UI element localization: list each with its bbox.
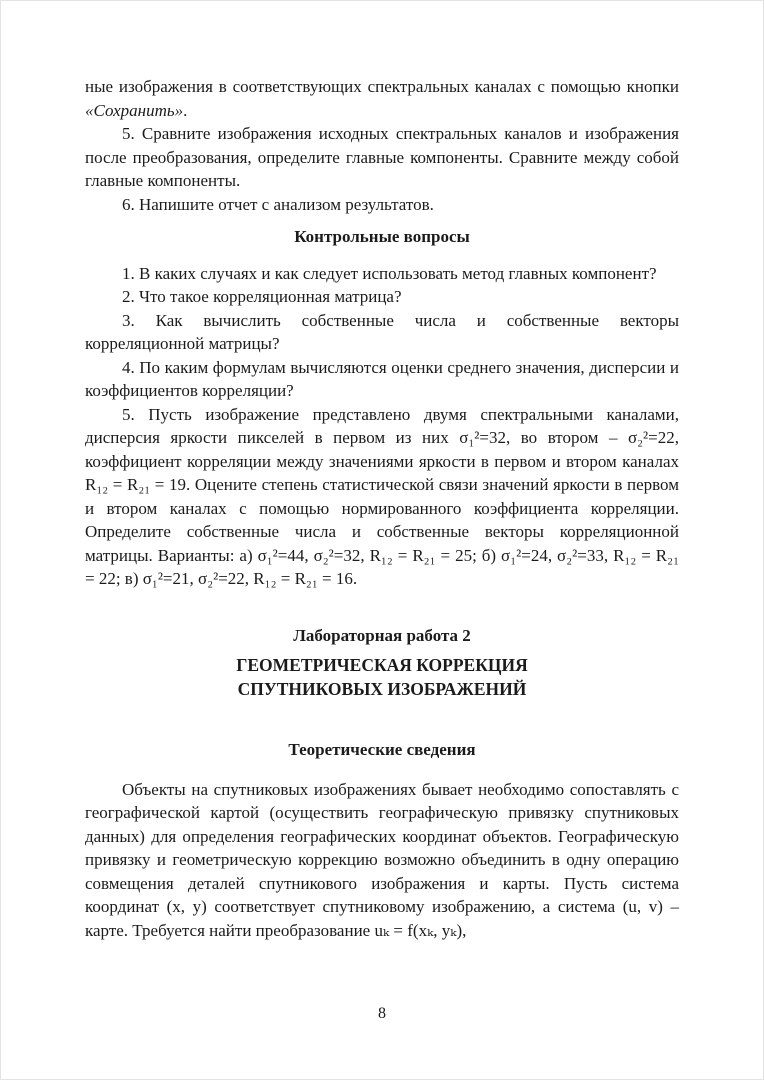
lab-work-heading-line1: ГЕОМЕТРИЧЕСКАЯ КОРРЕКЦИЯ: [236, 655, 528, 675]
save-button-name-italic: «Сохранить»: [85, 100, 184, 120]
continued-paragraph-text: ные изображения в соответствующих спектральных каналах с помощью кнопки: [85, 77, 679, 96]
step-item-5: 5. Сравните изображения исходных спектральных каналов и изображения после преобразования, определите главные компоненты. Сравните между собой главные компоненты.: [85, 124, 679, 190]
lab-work-heading: [85, 654, 679, 701]
lab-work-heading-line2: СПУТНИКОВЫХ ИЗОБРАЖЕНИЙ: [237, 678, 527, 699]
continued-paragraph: [85, 75, 679, 122]
question-item-1: 1. В каких случаях и как следует использовать метод главных компонент?: [122, 263, 657, 283]
theory-heading: Теоретические сведения: [288, 740, 476, 759]
theory-paragraph: Объекты на спутниковых изображениях бывает необходимо сопоставлять с географической картой (осуществить географическую привязку спутниковых данных) для определения географических координат объектов. Географическую привязку и геометрическую коррекцию возможно объединить в одну операцию совмещения деталей спутникового изображения и карты. Пусть система координат (x, y) соответствует спутниковому изображению, а система (u, v) – карте. Требуется найти преобразование uₖ = f(xₖ, yₖ),: [85, 779, 679, 940]
continued-paragraph-end: .: [183, 100, 188, 120]
question-item-5: 5. Пусть изображение представлено двумя спектральными каналами, дисперсия яркости пикселей в первом из них σ₁²=32, во втором – σ₂²=22, коэффициент корреляции между значениями яркости в первом и втором каналах R₁₂ = R₂₁ = 19. Оцените степень статистической связи значений яркости в первом и втором каналах с помощью нормированного коэффициента корреляции. Определите собственные числа и собственные векторы корреляционной матрицы. Варианты: а) σ₁²=44, σ₂²=32, R₁₂ = R₂₁ = 25; б) σ₁²=24, σ₂²=33, R₁₂ = R₂₁ = 22; в) σ₁²=21, σ₂²=22, R₁₂ = R₂₁ = 16.: [85, 404, 679, 588]
question-item-3: 3. Как вычислить собственные числа и собственные векторы корреляционной матрицы?: [85, 310, 679, 353]
section-heading-questions: Контрольные вопросы: [294, 227, 470, 246]
page-number: 8: [378, 1005, 386, 1022]
step-item-6: 6. Напишите отчет с анализом результатов.: [122, 194, 434, 214]
page-content: [85, 75, 679, 942]
question-item-2: 2. Что такое корреляционная матрица?: [122, 287, 402, 306]
question-item-4: 4. По каким формулам вычисляются оценки среднего значения, дисперсии и коэффициентов корреляции?: [85, 357, 679, 400]
lab-work-title: Лабораторная работа 2: [293, 625, 471, 645]
